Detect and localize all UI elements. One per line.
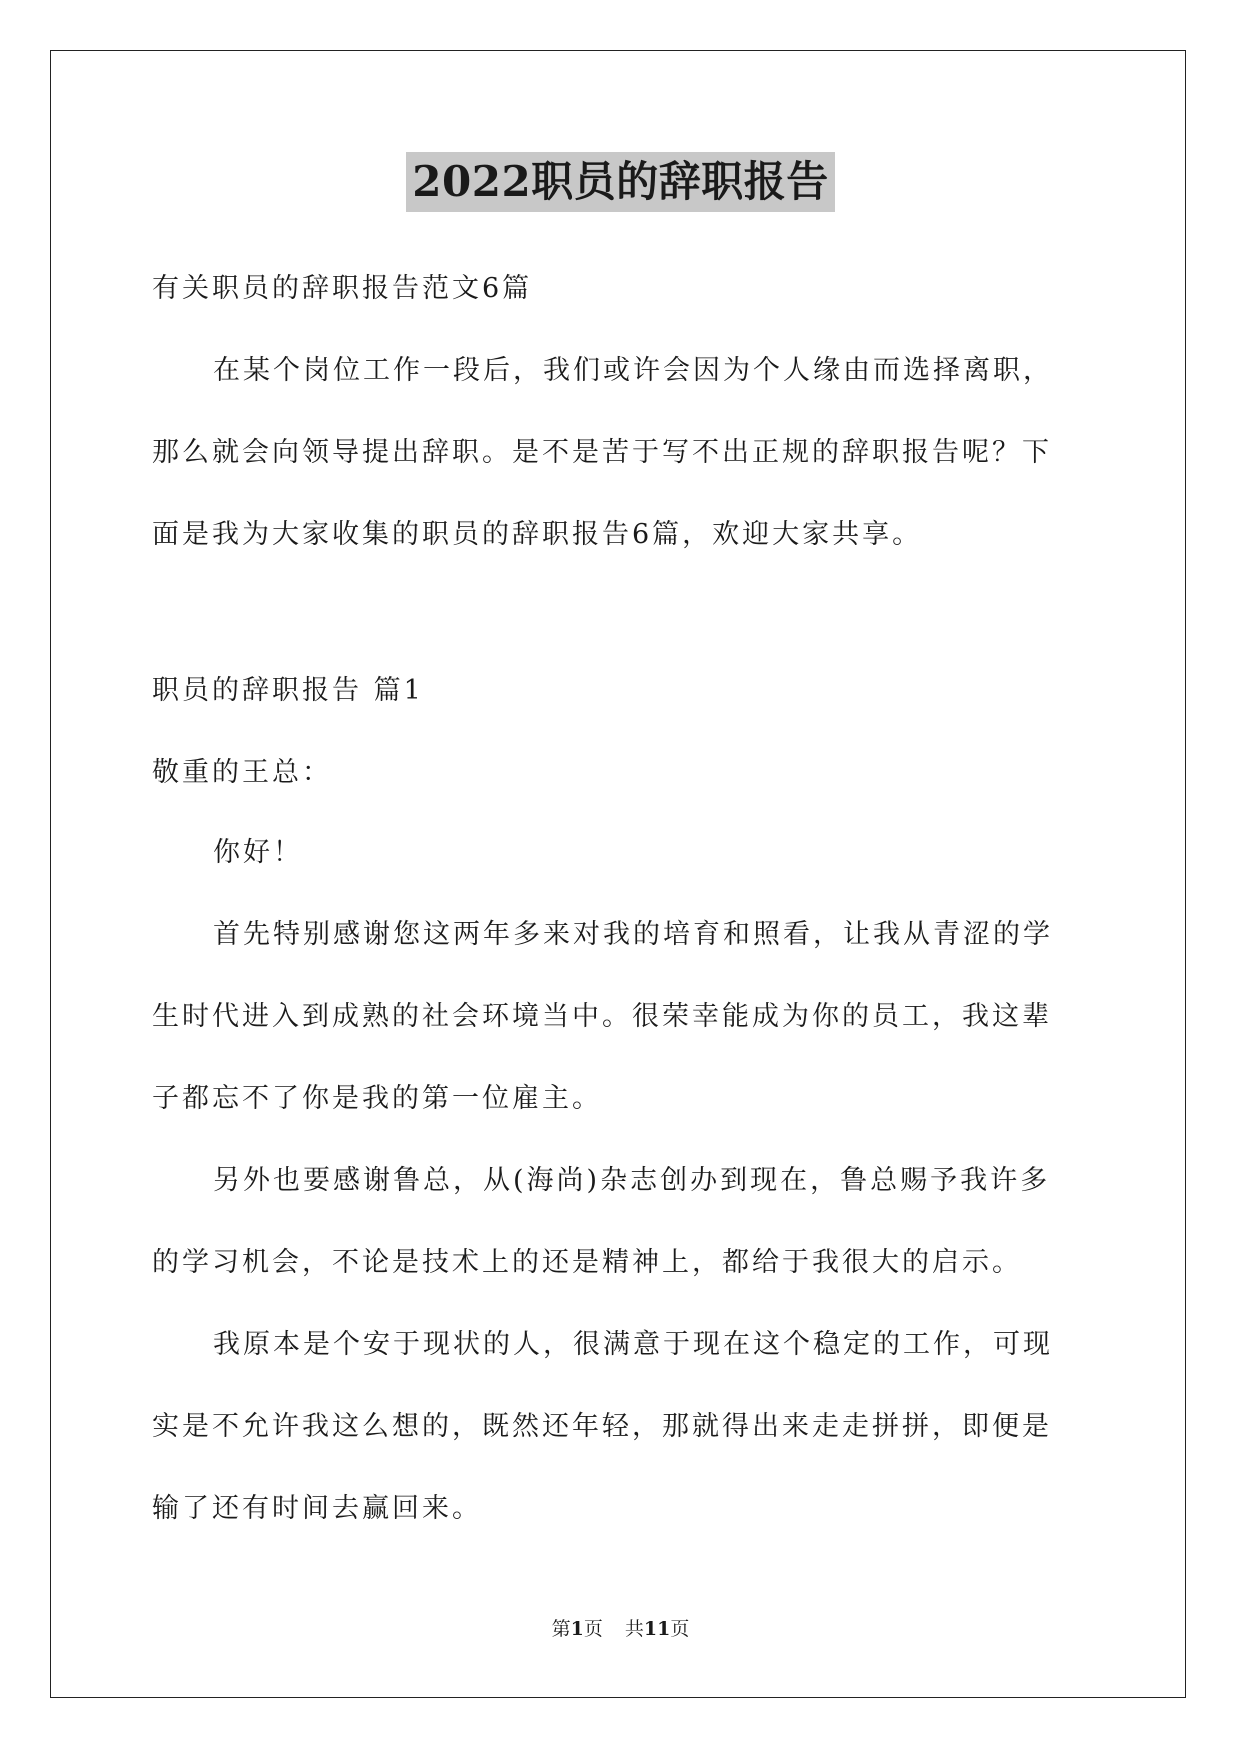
body-line-8: 输了还有时间去赢回来。 [152,1493,482,1524]
intro-line-3: 面是我为大家收集的职员的辞职报告6篇，欢迎大家共享。 [152,519,923,550]
salutation: 敬重的王总： [152,757,332,788]
page-number: 第1页 [551,1618,603,1640]
page-total: 共11页 [624,1618,690,1640]
document-subtitle: 有关职员的辞职报告范文6篇 [152,273,533,304]
page-footer [0,1614,1241,1641]
body-line-1: 首先特别感谢您这两年多来对我的培育和照看，让我从青涩的学 [213,919,1053,950]
body-line-5: 的学习机会，不论是技术上的还是精神上，都给于我很大的启示。 [152,1247,1022,1278]
intro-line-2: 那么就会向领导提出辞职。是不是苦于写不出正规的辞职报告呢？下 [152,437,1052,468]
document-title: 2022职员的辞职报告 [406,152,834,212]
body-line-4: 另外也要感谢鲁总，从(海尚)杂志创办到现在，鲁总赐予我许多 [213,1165,1051,1196]
intro-line-1: 在某个岗位工作一段后，我们或许会因为个人缘由而选择离职， [213,355,1053,386]
body-line-2: 生时代进入到成熟的社会环境当中。很荣幸能成为你的员工，我这辈 [152,1001,1052,1032]
body-line-3: 子都忘不了你是我的第一位雇主。 [152,1083,602,1114]
greeting: 你好！ [213,837,303,868]
body-line-6: 我原本是个安于现状的人，很满意于现在这个稳定的工作，可现 [213,1329,1053,1360]
section-heading: 职员的辞职报告 篇1 [152,675,424,706]
body-line-7: 实是不允许我这么想的，既然还年轻，那就得出来走走拼拼，即便是 [152,1411,1052,1442]
title-container [0,152,1241,212]
